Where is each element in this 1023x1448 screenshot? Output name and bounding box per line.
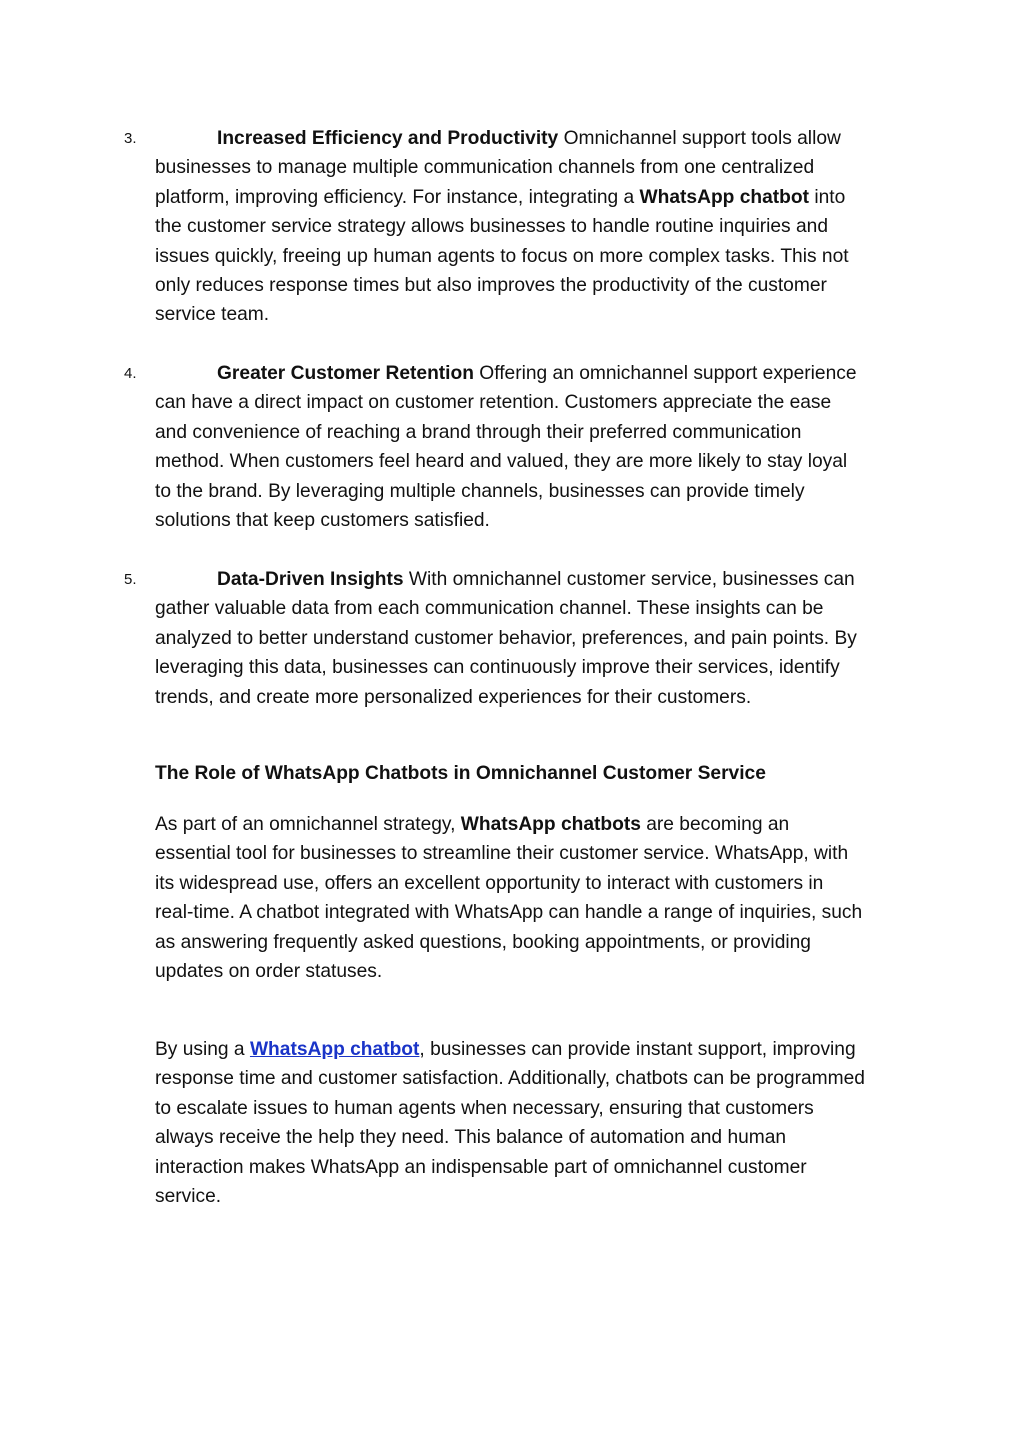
list-item-bold-term: WhatsApp chatbot [639,186,810,208]
list-item-text: Offering an omnichannel support experience can have a direct impact on customer retention. Customers appreciate the ease and convenience of reaching a brand through their preferred communication method. When customers feel heard and valued, they are more likely to stay loyal to the brand. By leveraging multiple channels, businesses can provide timely solutions that keep customers satisfied. [155,363,857,532]
list-item [124,124,864,330]
list-item-number: 3. [124,130,137,147]
list-item [124,565,864,712]
paragraph [155,810,865,986]
list-item-body [155,565,864,712]
list-item-body [155,359,864,535]
list-item-title: Greater Customer Retention [217,363,474,384]
whatsapp-chatbot-link[interactable]: WhatsApp chatbot [249,1039,420,1060]
list-item-text: Omnichannel support tools allow businesses to manage multiple communication channels from one centralized platform, improving efficiency. For instance, integrating a [155,128,841,208]
list-item-body [155,124,864,330]
list-item-text: With omnichannel customer service, businesses can gather valuable data from each communication channel. These insights can be analyzed to better understand customer behavior, preferences, and pain points. By leveraging this data, businesses can continuously improve their services, identify trends, and create more personalized experiences for their customers. [155,569,857,708]
paragraph [155,1035,865,1211]
list-item-title: Data-Driven Insights [217,569,404,590]
paragraph-text: , businesses can provide instant support, improving response time and customer satisfaction. Additionally, chatbots can be programmed to escalate issues to human agents when necessary, ensuring that customers always receive the help they need. This balance of automation and human interaction makes WhatsApp an indispensable part of omnichannel customer service. [155,1039,865,1208]
list-item [124,359,864,535]
paragraph-text: By using a [155,1039,250,1060]
section-heading: The Role of WhatsApp Chatbots in Omnichannel Customer Service [155,763,766,784]
list-item-title: Increased Efficiency and Productivity [217,128,559,149]
list-item-number: 5. [124,571,137,588]
paragraph-text: are becoming an essential tool for businesses to streamline their customer service. WhatsApp, with its widespread use, offers an excellent opportunity to interact with customers in real-time. A chatbot integrated with WhatsApp can handle a range of inquiries, such as answering frequently asked questions, booking appointments, or providing updates on order statuses. [155,814,863,983]
paragraph-bold-term: WhatsApp chatbots [460,814,641,835]
paragraph-text: As part of an omnichannel strategy, [155,814,461,835]
list-item-text: into the customer service strategy allows businesses to handle routine inquiries and issues quickly, freeing up human agents to focus on more complex tasks. This not only reduces response times but also improves the productivity of the customer service team. [155,186,849,326]
list-item-number: 4. [124,365,137,382]
